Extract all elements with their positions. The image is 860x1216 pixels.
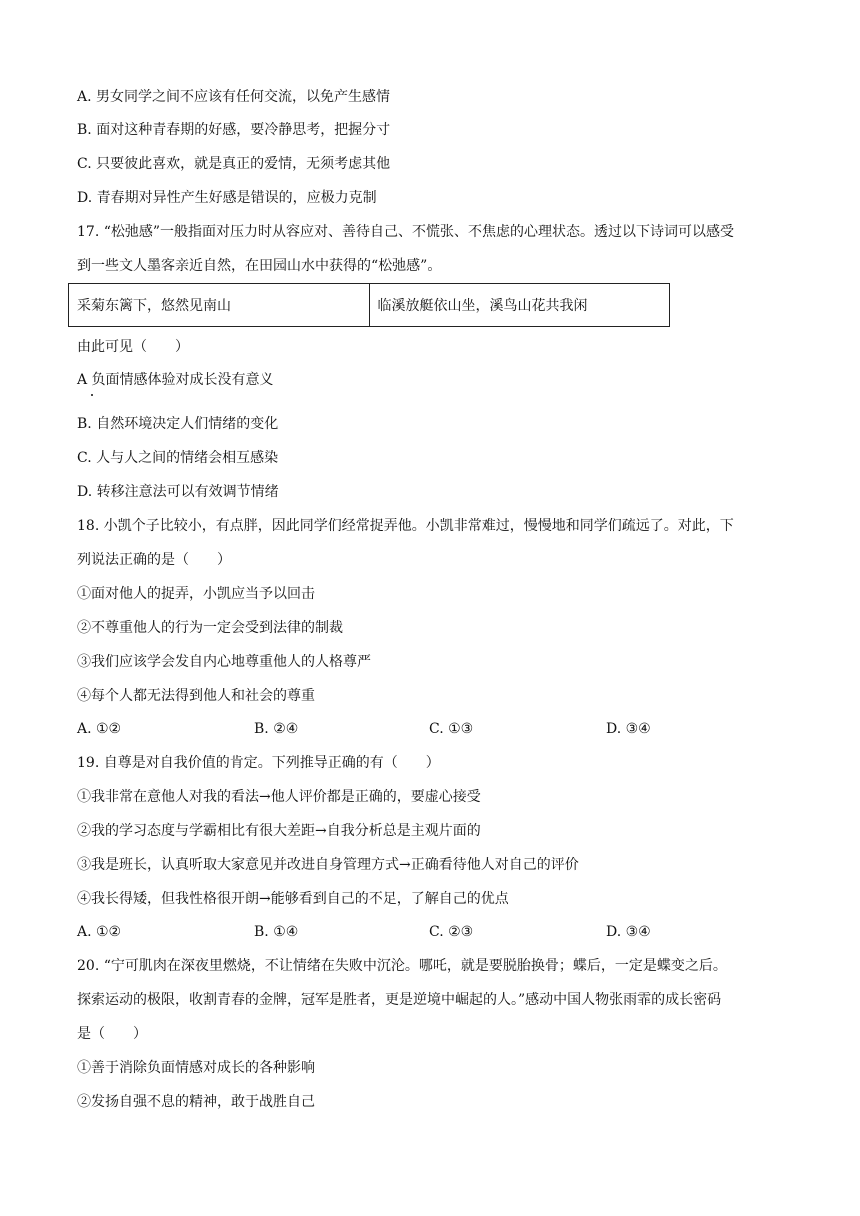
q18-item-1: ①面对他人的捉弄，小凯应当予以回击 [77,586,315,602]
q20-stem-line3: 是（ ） [77,1026,147,1042]
q16-option-a: A. 男女同学之间不应该有任何交流，以免产生感情 [77,89,391,105]
q17-option-b: B. 自然环境决定人们情绪的变化 [77,416,279,432]
q18-stem-line1: 18. 小凯个子比较小，有点胖，因此同学们经常捉弄他。小凯非常难过，慢慢地和同学们疏远了。对此，下 [77,518,734,534]
q18-choice-a: A. ①② [77,721,122,737]
q20-item-2: ②发扬自强不息的精神，敢于战胜自己 [77,1094,315,1110]
q18-choice-b: B. ②④ [254,721,299,737]
q18-stem-line2: 列说法正确的是（ ） [77,552,231,568]
q19-stem: 19. 自尊是对自我价值的肯定。下列推导正确的有（ ） [77,755,440,771]
q19-item-4: ④我长得矮，但我性格很开朗→能够看到自己的不足，了解自己的优点 [77,891,509,907]
q17-stem-line2: 到一些文人墨客亲近自然，在田园山水中获得的“松弛感”。 [77,258,442,274]
q18-item-4: ④每个人都无法得到他人和社会的尊重 [77,688,315,704]
q19-item-1: ①我非常在意他人对我的看法→他人评价都是正确的，要虚心接受 [77,789,481,805]
q17-poem-table [68,283,670,327]
q19-choice-a: A. ①② [77,924,122,940]
q17-option-c: C. 人与人之间的情绪会相互感染 [77,450,279,466]
q18-item-2: ②不尊重他人的行为一定会受到法律的制裁 [77,620,343,636]
q20-item-1: ①善于消除负面情感对成长的各种影响 [77,1060,315,1076]
bullet-dot [91,394,93,396]
q18-item-3: ③我们应该学会发自内心地尊重他人的人格尊严 [77,654,371,670]
q17-stem-line1: 17. “松弛感”一般指面对压力时从容应对、善待自己、不慌张、不焦虑的心理状态。透过以下诗词可以感受 [77,224,735,240]
q19-choice-d: D. ③④ [606,924,651,940]
q18-choices [77,719,797,739]
q19-item-2: ②我的学习态度与学霸相比有很大差距→自我分析总是主观片面的 [77,823,481,839]
q20-stem-line2: 探索运动的极限，收割青春的金牌，冠军是胜者，更是逆境中崛起的人。”感动中国人物张雨霏的成长密码 [77,992,722,1008]
q17-question: 由此可见（ ） [77,339,189,355]
poem-cell-2: 临溪放艇依山坐，溪鸟山花共我闲 [369,284,670,327]
q16-option-d: D. 青春期对异性产生好感是错误的，应极力克制 [77,190,377,206]
q16-option-c: C. 只要彼此喜欢，就是真正的爱情，无须考虑其他 [77,156,391,172]
q17-option-d: D. 转移注意法可以有效调节情绪 [77,484,279,500]
q18-choice-c: C. ①③ [429,721,474,737]
q19-choices [77,922,797,942]
q16-option-b: B. 面对这种青春期的好感，要冷静思考，把握分寸 [77,122,391,138]
q19-item-3: ③我是班长，认真听取大家意见并改进自身管理方式→正确看待他人对自己的评价 [77,857,579,873]
table-row [69,284,670,327]
q19-choice-c: C. ②③ [429,924,474,940]
q19-choice-b: B. ①④ [254,924,299,940]
poem-cell-1: 采菊东篱下，悠然见南山 [69,284,370,327]
q17-option-a: A 负面情感体验对成长没有意义 [77,372,274,388]
q18-choice-d: D. ③④ [606,721,651,737]
q20-stem-line1: 20. “宁可肌肉在深夜里燃烧，不让情绪在失败中沉沦。哪吒，就是要脱胎换骨；蝶后，一定是蝶变之后。 [77,958,727,974]
